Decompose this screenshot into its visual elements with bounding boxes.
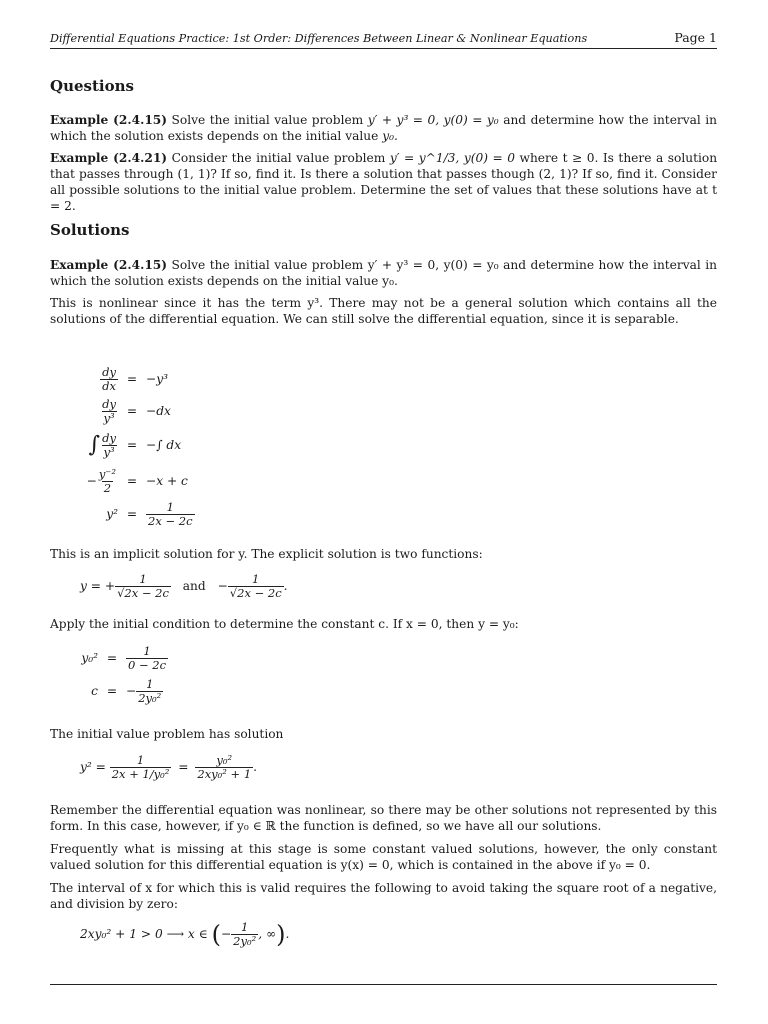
example-label: Example (2.4.15) xyxy=(50,258,168,272)
equation-step-4: − $\frac{\text{y⁻²}}{2}$ = −x + c xyxy=(86,467,188,495)
para-interval: The interval of x for which this is valid requires the following to avoid taking the square root of a negative, and division by zero: xyxy=(50,881,717,911)
interval-result: 2xy₀² + 1 > 0 ⟶ x ∈ (− $\frac{1}{\text{2y₀²}}$ , ∞). xyxy=(80,920,290,949)
solutions-heading: Solutions xyxy=(50,221,130,239)
ivp-solution: y² = $\frac{1}{\text{2x + 1/y₀²}}$ = $\frac{\text{y₀²}}{\text{2xy₀² + 1}}$ . xyxy=(80,753,258,781)
constant-eq-2: c = − $\frac{1}{\text{2y₀²}}$ xyxy=(91,677,162,705)
page-header xyxy=(50,28,717,49)
para-implicit: This is an implicit solution for y. The explicit solution is two functions: xyxy=(50,547,483,561)
solution-example-1: Example (2.4.15) Solve the initial value problem y′ + y³ = 0, y(0) = y₀ and determine how the interval in which the solution exists depends on the initial value y₀. xyxy=(50,258,718,288)
para-frequently: Frequently what is missing at this stage is some constant valued solutions, however, the only constant valued solution for this differential equation is y(x) = 0, which is contained in the above if y₀ = 0. xyxy=(50,842,717,872)
equation-step-5: y² = $\frac{1}{2x - 2c}$ xyxy=(106,500,193,528)
question-example-1: Example (2.4.15) Solve the initial value problem y′ + y³ = 0, y(0) = y₀ and determine how the interval in which the solution exists depends on the initial value y₀. xyxy=(50,113,718,143)
constant-eq-1: y₀² = $\frac{1}{0 - 2c}$ xyxy=(81,644,167,672)
para-ivp: The initial value problem has solution xyxy=(50,727,284,741)
example-label: Example (2.4.21) xyxy=(50,151,168,165)
para-nonlinear: This is nonlinear since it has the term y³. There may not be a general solution which contains all the solutions of the differential equation. We can still solve the differential equation, since it is separable. xyxy=(50,296,717,326)
header-title: Differential Equations Practice: 1st Order: Differences Between Linear & Nonlinear Equations xyxy=(50,32,588,45)
equation-step-3: ∫ $\frac{dy}{\text{y³}}$ = −∫ dx xyxy=(88,431,182,459)
example-label: Example (2.4.15) xyxy=(50,113,168,127)
question-example-2: Example (2.4.21) Consider the initial value problem y′ = y^1/3, y(0) = 0 where t ≥ 0. Is there a solution that passes through (1, 1)? If so, find it. Is there a solution that passes though (2, 1)? If so, find it. Consider all possible solutions to the initial value problem. Determine the set of values that these solutions have at t = 2. xyxy=(50,151,718,213)
page-number: Page 1 xyxy=(674,30,717,45)
equation-step-1: $\frac{dy}{dx}$ = −y³ xyxy=(102,365,168,393)
footer-rule xyxy=(50,984,717,985)
questions-heading: Questions xyxy=(50,77,134,95)
para-apply: Apply the initial condition to determine the constant c. If x = 0, then y = y₀: xyxy=(50,617,519,631)
para-remember: Remember the differential equation was nonlinear, so there may be other solutions not represented by this form. In this case, however, if y₀ ∈ ℝ the function is defined, so we have all our solutions. xyxy=(50,803,717,833)
equation-step-2: $\frac{dy}{\text{y³}}$ = −dx xyxy=(102,397,171,425)
explicit-solution: y = + $\frac{1}{√2x - 2c}$ and − $\frac{1}{√2x - 2c}$ . xyxy=(80,572,288,600)
